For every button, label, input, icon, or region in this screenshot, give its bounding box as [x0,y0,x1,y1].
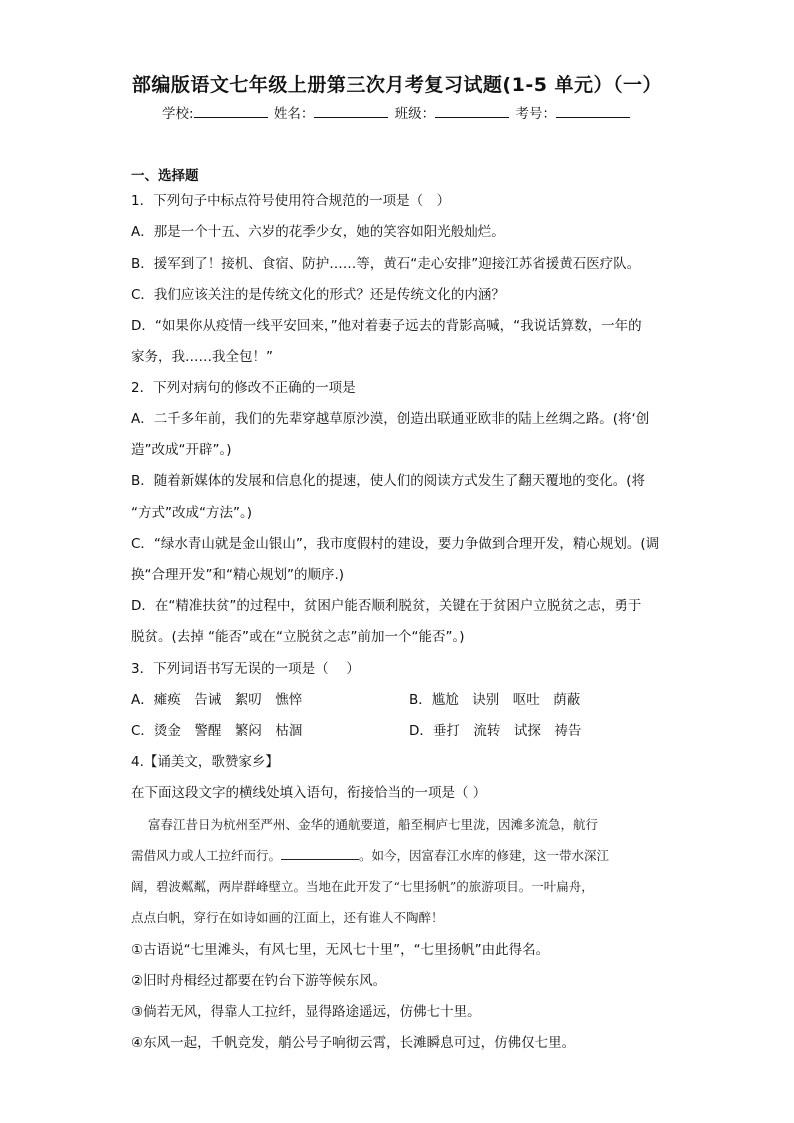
question-2-option-a-line2: 造”改成“开辟”。) [131,442,232,458]
passage-line-3: 阔，碧波粼粼，两岸群峰壁立。当地在此开发了“七里扬帆”的旅游项目。一叶扁舟， [131,879,594,894]
question-2-option-d-line1: D．在“精准扶贫”的过程中，贫困户能否顺利脱贫，关键在于贫困户立脱贫之志，勇于 [131,598,642,614]
question-1-option-b: B．援军到了！接机、食宿、防护……等，黄石“走心安排”迎接江苏省援黄石医疗队。 [131,256,641,272]
passage-line-2-start: 需借风力或人工拉纤而行。 [131,848,282,863]
question-3-option-a: A．瘫痪 告诫 絮叨 憔悴 [131,692,303,708]
school-label: 学校: [162,106,194,122]
question-2-option-d-line2: 脱贫。(去掉 “能否”或在“立脱贫之志”前加一个“能否”。) [131,629,465,645]
question-1-option-d-line2: 家务，我……我全包！” [131,349,273,365]
exam-number-label: 考号： [515,106,556,122]
sentence-1: ①古语说“七里滩头，有风七里，无风七十里”，“七里扬帆”由此得名。 [131,942,550,958]
sentence-4: ④东风一起，千帆竞发，艄公号子响彻云霄，长滩瞬息可过，仿佛仅七里。 [131,1035,576,1051]
question-2-option-c-line2: 换“合理开发”和“精心规划”的顺序.) [131,567,345,583]
class-blank[interactable] [435,105,509,118]
question-2-option-b-line1: B．随着新媒体的发展和信息化的提速，使人们的阅读方式发生了翻天覆地的变化。(将 [131,473,646,489]
question-4-instruction: 在下面这段文字的横线处填入语句，衔接恰当的一项是（ ） [131,785,487,801]
passage-line-2 [131,846,609,866]
question-4-stem: 4.【诵美文，歌赞家乡】 [131,754,279,770]
passage-line-1: 富春江昔日为杭州至严州、金华的通航要道，船至桐庐七里泷，因滩多流急，航行 [148,817,599,832]
question-3-stem: 3．下列词语书写无误的一项是（ ） [131,661,360,677]
fill-in-blank[interactable] [281,847,359,860]
sentence-2: ②旧时舟楫经过都要在钓台下游等候东风。 [131,973,387,989]
school-blank[interactable] [194,105,268,118]
question-1-option-d-line1: D．“如果你从疫情一线平安回来，”他对着妻子远去的背影高喊，“我说话算数，一年的 [131,318,642,334]
sentence-3: ③倘若无风，得靠人工拉纤，显得路途遥远，仿佛七十里。 [131,1004,481,1020]
question-2-option-b-line2: “方式”改成“方法”。) [131,505,252,521]
exam-title: 部编版语文七年级上册第三次月考复习试题(1-5 单元）（一） [131,74,663,96]
class-label: 班级： [394,106,436,122]
passage-line-2-end: 。如今，因富春江水库的修建，这一带水深江 [359,848,610,863]
question-2-option-c-line1: C．“绿水青山就是金山银山”，我市度假村的建设，要力争做到合理开发，精心规划。(调 [131,536,660,552]
name-blank[interactable] [314,105,388,118]
question-3-option-d: D．垂打 流转 试探 祷告 [409,723,582,739]
question-2-option-a-line1: A．二千多年前，我们的先辈穿越草原沙漠，创造出联通亚欧非的陆上丝绸之路。(将‘创 [131,411,650,427]
passage-line-4: 点点白帆，穿行在如诗如画的江面上，还有谁人不陶醉！ [131,910,444,925]
question-1-option-c: C．我们应该关注的是传统文化的形式？还是传统文化的内涵？ [131,287,505,303]
question-3-option-c: C．烫金 警醒 繁闷 枯涸 [131,723,303,739]
student-info-row [0,102,794,122]
name-label: 姓名： [273,106,315,122]
section-heading: 一、选择题 [131,168,199,184]
question-2-stem: 2．下列对病句的修改不正确的一项是 [131,380,356,396]
question-1-stem: 1．下列句子中标点符号使用符合规范的一项是（ ） [131,193,451,209]
question-1-option-a: A．那是一个十五、六岁的花季少女，她的笑容如阳光般灿烂。 [131,224,505,240]
exam-number-blank[interactable] [556,105,630,118]
question-3-option-b: B．尴尬 诀别 呕吐 荫蔽 [409,692,581,708]
